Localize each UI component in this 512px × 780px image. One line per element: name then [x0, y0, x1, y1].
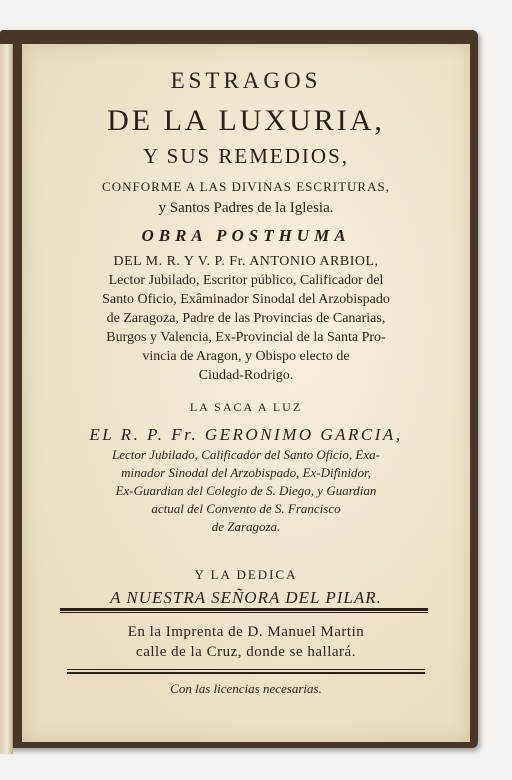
- page-edge: [0, 44, 13, 754]
- licenses-line: Con las licencias necesarias.: [170, 681, 322, 696]
- imprint-line-1: En la Imprenta de D. Manuel Martin: [127, 624, 365, 640]
- author-line: Burgos y Valencia, Ex-Provincial de la Santa Pro-: [106, 330, 386, 345]
- author-line: vincia de Aragon, y Obispo electo de: [142, 349, 350, 364]
- divider-rule: [67, 672, 425, 674]
- author-line: Lector Jubilado, Escritor público, Calificador del: [108, 273, 384, 288]
- dedication-line: A NUESTRA SEÑORA DEL PILAR.: [110, 588, 382, 607]
- title-line-2: DE LA LUXURIA,: [107, 104, 385, 137]
- title-page: [22, 44, 470, 742]
- editor-line: Ex-Guardian del Colegio de S. Diego, y Guardian: [115, 483, 377, 498]
- subtitle-line-2: y Santos Padres de la Iglesia.: [158, 200, 334, 216]
- divider-rule: [67, 669, 425, 670]
- work-heading: OBRA POSTHUMA: [141, 226, 351, 245]
- editor-line: minador Sinodal del Arzobispado, Ex-Difinidor,: [121, 465, 371, 480]
- divider-rule: [60, 612, 428, 613]
- editor-line: de Zaragoza.: [211, 519, 281, 534]
- saca-label: LA SACA A LUZ: [189, 400, 303, 414]
- author-line: DEL M. R. Y V. P. Fr. ANTONIO ARBIOL,: [113, 254, 379, 269]
- author-line: Santo Oficio, Exâminador Sinodal del Arzobispado: [102, 292, 390, 307]
- title-line-1: ESTRAGOS: [170, 68, 322, 93]
- editor-line: EL R. P. Fr. GERONIMO GARCIA,: [89, 425, 403, 444]
- editor-line: Lector Jubilado, Calificador del Santo Oficio, Exa-: [112, 447, 380, 462]
- divider-rule: [60, 608, 428, 611]
- subtitle-line-1: CONFORME A LAS DIVINAS ESCRITURAS,: [102, 179, 390, 194]
- imprint-line-2: calle de la Cruz, donde se hallará.: [136, 644, 356, 660]
- author-line: Ciudad-Rodrigo.: [198, 368, 294, 383]
- author-line: de Zaragoza, Padre de las Provincias de Canarias,: [106, 311, 386, 326]
- title-line-3: Y SUS REMEDIOS,: [143, 144, 349, 168]
- dedica-label: Y LA DEDICA: [194, 567, 298, 582]
- editor-line: actual del Convento de S. Francisco: [151, 501, 341, 516]
